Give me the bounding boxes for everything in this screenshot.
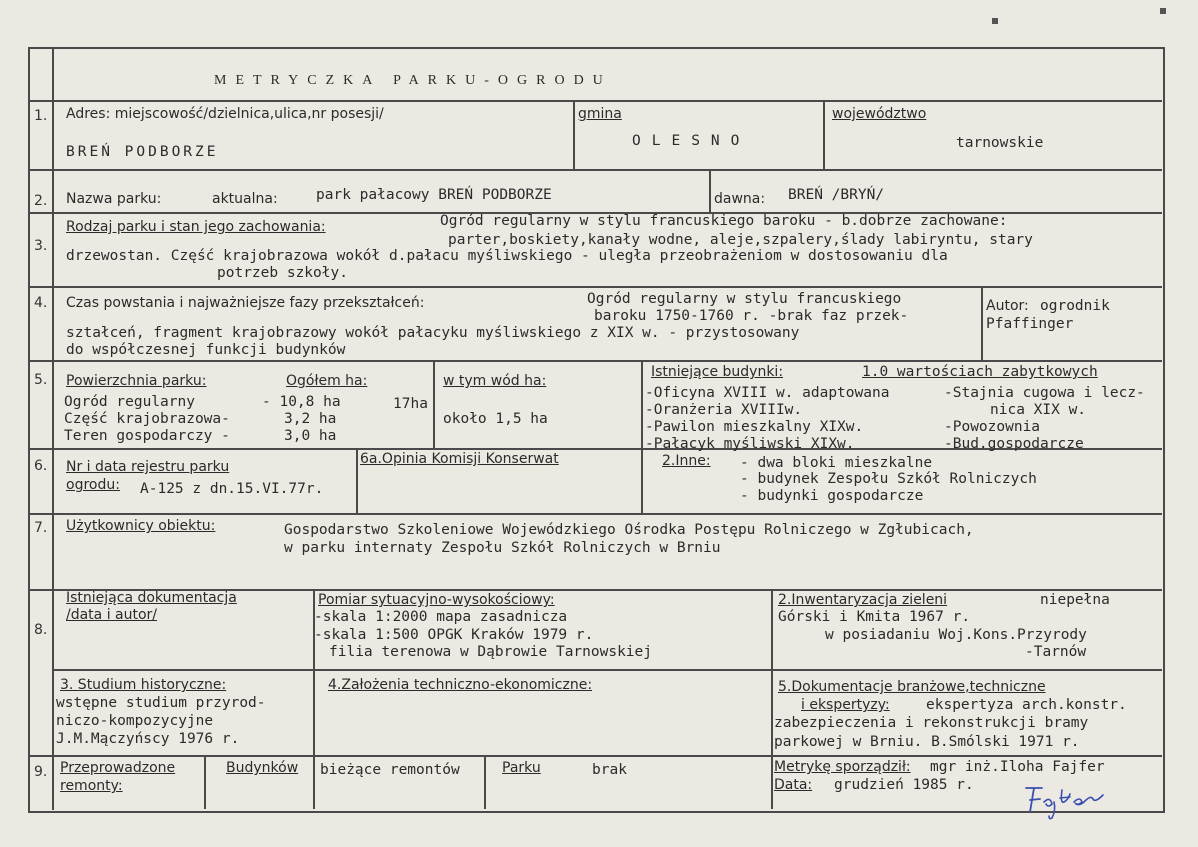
branch-docs-label: 5.Dokumentacje branżowe,techniczne (778, 679, 1046, 695)
left-number-column-line (52, 48, 54, 810)
buildings-repairs-value: bieżące remontów (320, 762, 460, 778)
buildings-header-rest: 1.0 wartościach zabytkowych (862, 364, 1098, 380)
history-line: Ogród regularny w stylu francuskiego (587, 291, 902, 307)
building-item: -Pawilon mieszkalny XIXw. (645, 419, 864, 435)
park-name-label: Nazwa parku: (66, 191, 162, 207)
row-number: 8. (34, 622, 48, 638)
gmina-label: gmina (578, 106, 622, 122)
park-type-label: Rodzaj parku i stan jego zachowania: (66, 219, 326, 235)
row-number: 5. (34, 372, 48, 388)
park-repairs-label: Parku (502, 760, 541, 776)
other-label: 2.Inne: (662, 453, 711, 469)
hole-punch-mark (1160, 8, 1166, 14)
row-number: 9. (34, 764, 48, 780)
row-number: 2. (34, 193, 48, 209)
total-area-label: Ogółem ha: (286, 373, 368, 389)
row-number: 1. (34, 108, 48, 124)
historical-study-line: J.M.Mączyńscy 1976 r. (56, 731, 240, 747)
park-repairs-value: brak (592, 762, 627, 778)
hole-punch-mark (992, 18, 998, 24)
survey-line: -skala 1:500 OPGK Kraków 1979 r. (314, 627, 594, 643)
row-number: 3. (34, 238, 48, 254)
date-value: grudzień 1985 r. (834, 777, 974, 793)
other-item: - budynki gospodarcze (740, 488, 924, 504)
history-line: baroku 1750-1760 r. -brak faz przek- (594, 308, 909, 324)
col-line (709, 169, 711, 212)
technical-assumptions-label: 4.Założenia techniczno-ekonomiczne: (328, 677, 593, 693)
users-line: Gospodarstwo Szkoleniowe Wojewódzkiego Ośrodka Postępu Rolniczego w Zgłubicach, (284, 522, 974, 538)
col-line (204, 755, 206, 809)
survey-line: filia terenowa w Dąbrowie Tarnowskiej (329, 644, 653, 660)
gmina-value: OLESNO (632, 133, 751, 149)
inventory-line: Górski i Kmita 1967 r. (778, 609, 971, 625)
building-item: -Bud.gospodarcze (944, 436, 1084, 452)
row-line (29, 286, 1162, 288)
historical-study-line: wstępne studium przyrod- (56, 695, 266, 711)
other-item: - budynek Zespołu Szkół Rolniczych (740, 471, 1037, 487)
col-line (823, 100, 825, 169)
historical-study-label: 3. Studium historyczne: (60, 677, 227, 693)
area-item-value: - 10,8 ha (262, 394, 341, 410)
buildings-label: Istniejące budynki: (651, 364, 784, 380)
building-item: -Oranżeria XVIIIw. (645, 402, 803, 418)
survey-label: Pomiar sytuacyjno-wysokościowy: (318, 592, 555, 608)
row-line (29, 100, 1162, 102)
author-label: Autor: (986, 298, 1029, 314)
row-line (29, 755, 1162, 757)
history-line: do współczesnej funkcji budynków (66, 342, 346, 358)
park-type-line: potrzeb szkoły. (217, 265, 348, 281)
building-item: nica XIX w. (990, 402, 1087, 418)
park-type-line: parter,boskiety,kanały wodne, aleje,szpalery,ślady labiryntu, stary (448, 232, 1033, 248)
row-number: 7. (34, 520, 48, 536)
branch-docs-label-2: i ekspertyzy: (801, 697, 890, 713)
date-label: Data: (774, 777, 813, 793)
form-title: METRYCZKA PARKU-OGRODU (214, 73, 612, 88)
other-item: - dwa bloki mieszkalne (740, 455, 933, 471)
water-area-label: w tym wód ha: (443, 373, 547, 389)
branch-docs-line: parkowej w Brniu. B.Smólski 1971 r. (774, 734, 1080, 750)
address-label: Adres: miejscowość/dzielnica,ulica,nr posesji/ (66, 106, 384, 122)
park-type-line: drzewostan. Część krajobrazowa wokół d.pałacu myśliwskiego - uległa przeobrażeniom w dostosowaniu dla (66, 248, 948, 264)
park-type-line: Ogród regularny w stylu francuskiego baroku - b.dobrze zachowane: (440, 213, 1008, 229)
prepared-by-value: mgr inż.Iloha Fajfer (930, 759, 1105, 775)
col-line (981, 286, 983, 360)
branch-docs-line: ekspertyza arch.konstr. (926, 697, 1127, 713)
survey-line: -skala 1:2000 mapa zasadnicza (314, 609, 568, 625)
water-area-value: około 1,5 ha (443, 411, 548, 427)
history-line: ształceń, fragment krajobrazowy wokół pałacyku myśliwskiego z XIX w. - przystosowany (66, 325, 800, 341)
handwritten-signature (1020, 780, 1120, 820)
col-line (433, 360, 435, 448)
row-line (29, 169, 1162, 171)
building-item: -Pałacyk myśliwski XIXw. (645, 436, 855, 452)
col-line (356, 448, 358, 513)
register-label-2: ogrodu: (66, 477, 120, 493)
prepared-by-label: Metrykę sporządził: (774, 759, 911, 775)
current-name-value: park pałacowy BREŃ PODBORZE (316, 187, 552, 203)
total-area-value: 17ha (393, 396, 428, 412)
voivodeship-label: województwo (832, 106, 927, 122)
area-item-name: Część krajobrazowa- (64, 411, 230, 427)
history-label: Czas powstania i najważniejsze fazy przekształceń: (66, 295, 425, 311)
area-item-value: 3,0 ha (284, 428, 337, 444)
col-line (573, 100, 575, 169)
building-item: -Powozownia (944, 419, 1041, 435)
documentation-label-2: /data i autor/ (66, 607, 158, 623)
repairs-label-2: remonty: (60, 778, 123, 794)
conservation-opinion-label: 6a.Opinia Komisji Konserwat (360, 451, 559, 467)
address-value: BREŃ PODBORZE (66, 144, 219, 160)
author-value-2: Pfaffinger (986, 316, 1074, 332)
inventory-label: 2.Inwentaryzacja zieleni (778, 592, 948, 608)
former-name-value: BREŃ /BRYŃ/ (788, 187, 885, 203)
repairs-label: Przeprowadzone (60, 760, 176, 776)
former-name-label: dawna: (714, 191, 766, 207)
inventory-status: niepełna (1040, 592, 1110, 608)
col-line (641, 360, 643, 513)
row-number: 4. (34, 295, 48, 311)
author-value: ogrodnik (1040, 298, 1110, 314)
area-item-name: Ogród regularny (64, 394, 195, 410)
branch-docs-line: zabezpieczenia i rekonstrukcji bramy (774, 715, 1089, 731)
row-line (52, 669, 1162, 671)
area-item-name: Teren gospodarczy - (64, 428, 230, 444)
area-label: Powierzchnia parku: (66, 373, 207, 389)
register-value: A-125 z dn.15.VI.77r. (140, 481, 324, 497)
row-line (29, 360, 1162, 362)
building-item: -Oficyna XVIII w. adaptowana (645, 385, 890, 401)
row-number: 6. (34, 458, 48, 474)
users-label: Użytkownicy obiektu: (66, 518, 216, 534)
users-line: w parku internaty Zespołu Szkół Rolniczych w Brniu (284, 540, 721, 556)
col-line (771, 589, 773, 809)
voivodeship-value: tarnowskie (956, 135, 1044, 151)
row-line (29, 513, 1162, 515)
current-name-label: aktualna: (212, 191, 278, 207)
documentation-label: Istniejąca dokumentacja (66, 590, 237, 606)
buildings-repairs-label: Budynków (226, 760, 299, 776)
register-label: Nr i data rejestru parku (66, 459, 230, 475)
area-item-value: 3,2 ha (284, 411, 337, 427)
historical-study-line: niczo-kompozycyjne (56, 713, 214, 729)
inventory-line: w posiadaniu Woj.Kons.Przyrody (825, 627, 1087, 643)
building-item: -Stajnia cugowa i lecz- (944, 385, 1145, 401)
col-line (484, 755, 486, 809)
inventory-line: -Tarnów (1025, 644, 1087, 660)
